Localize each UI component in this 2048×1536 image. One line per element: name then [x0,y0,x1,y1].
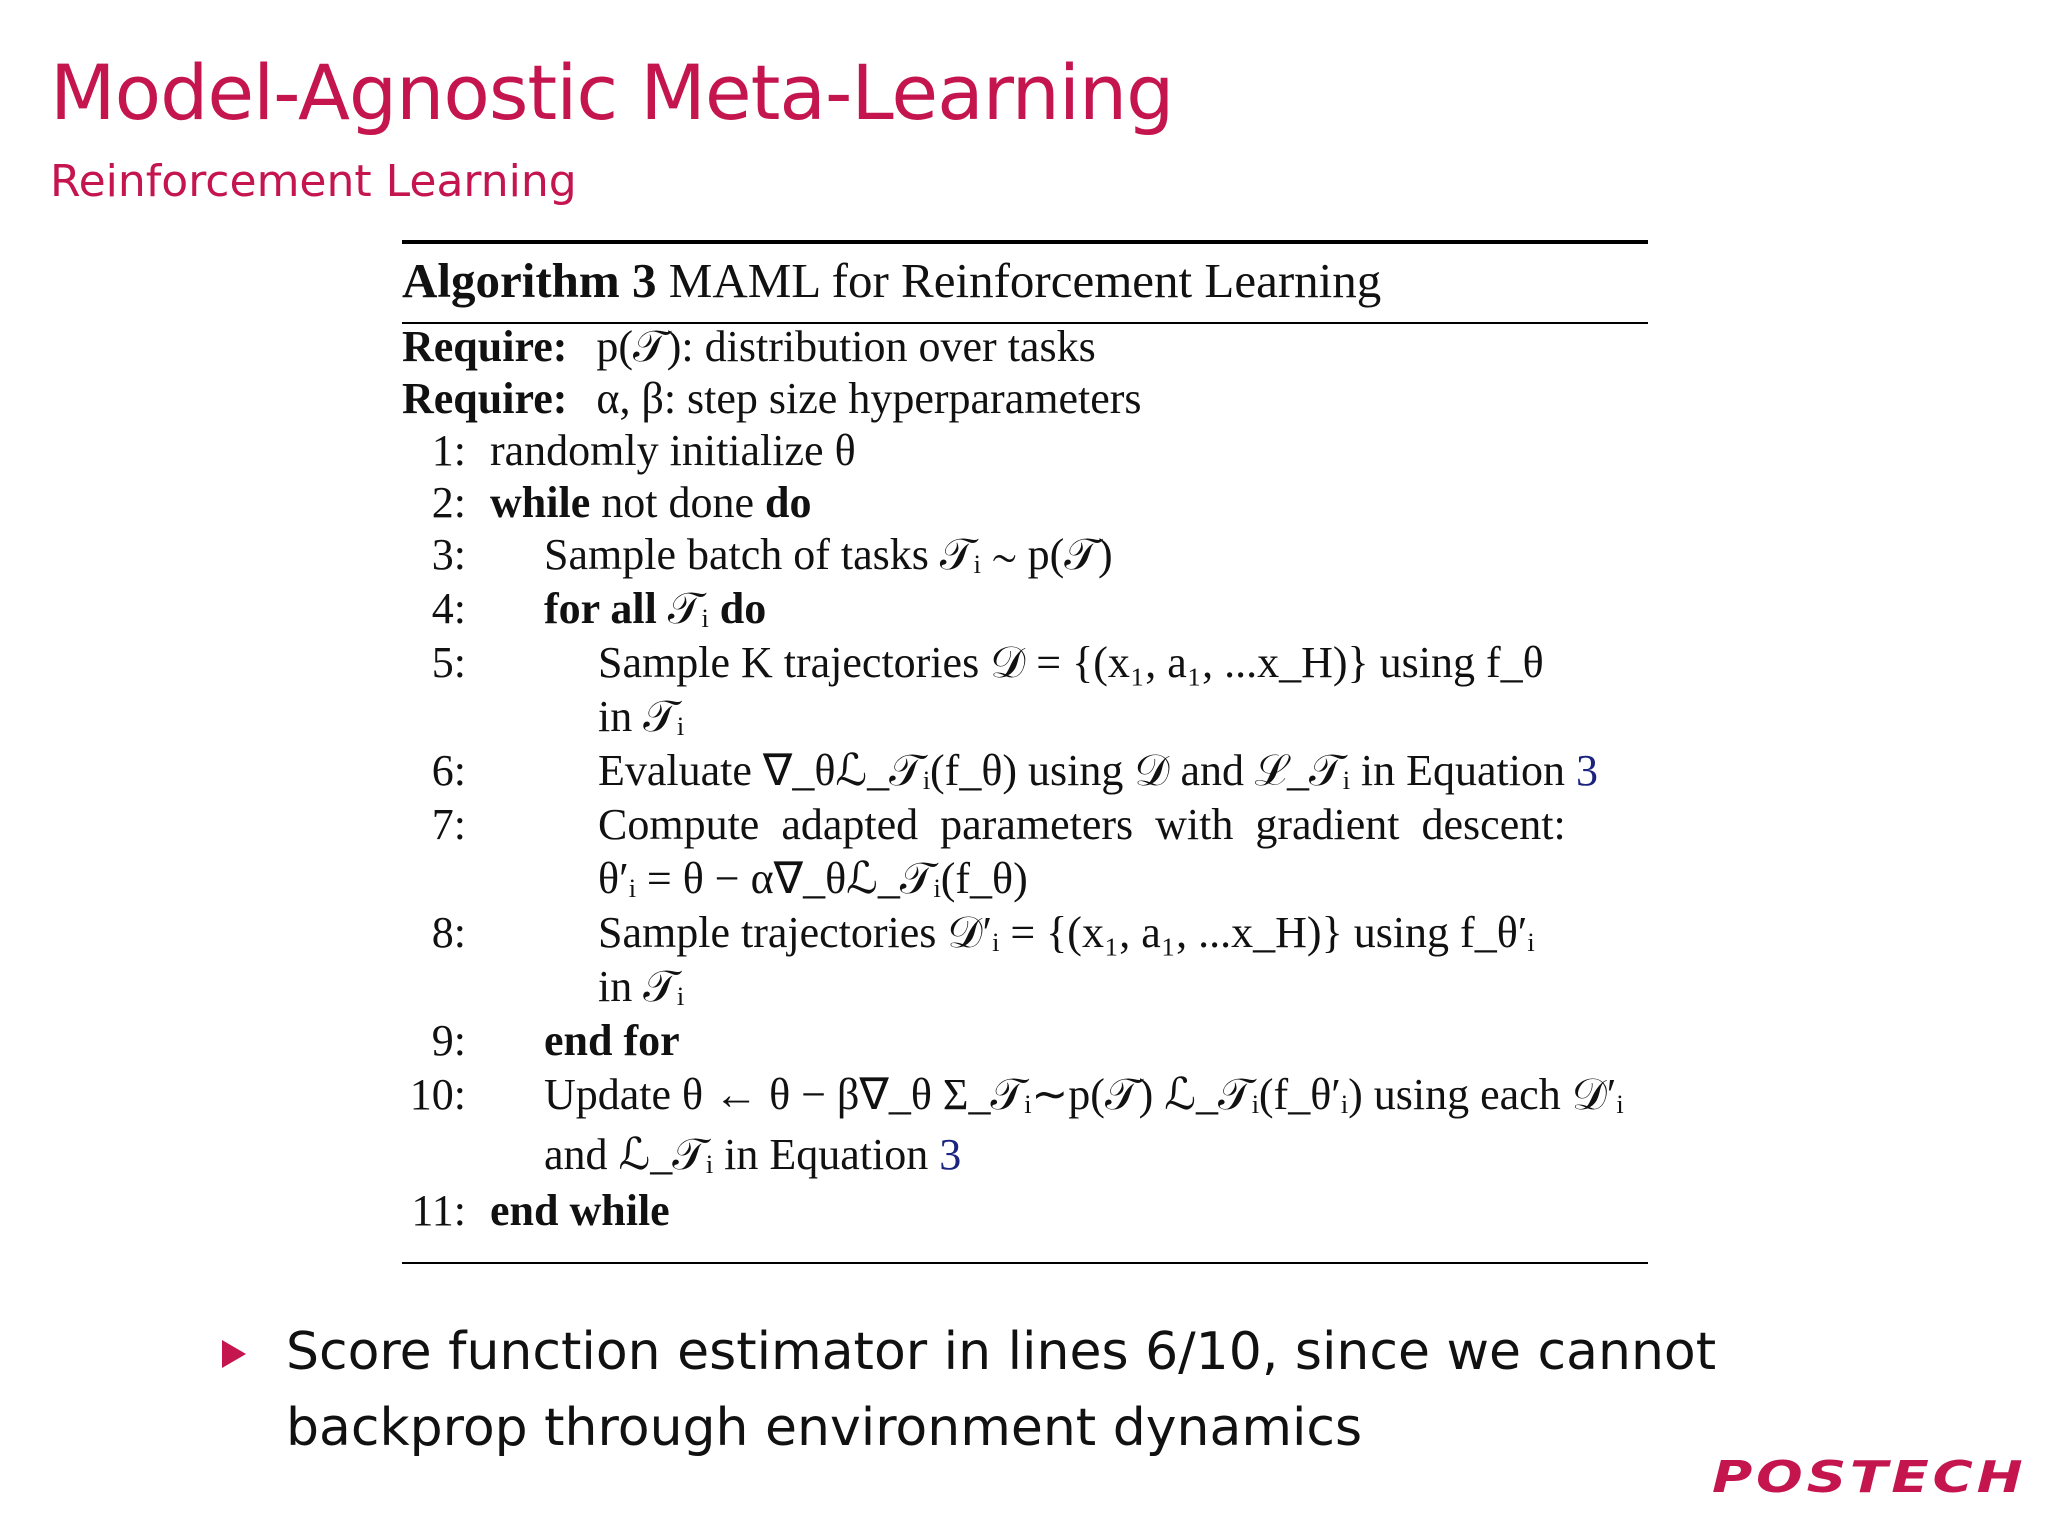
keyword-end-while: end while [490,1186,670,1235]
step-number: 9: [431,1016,466,1065]
keyword-while: while [490,478,591,527]
step-number: 6: [431,746,466,795]
require-text: p(𝒯): distribution over tasks [596,322,1096,371]
bullet-text: Score function estimator in lines 6/10, since we cannot backprop through environment dynamics [286,1322,1717,1458]
require-keyword: Require: [402,374,568,423]
step-text-cont: in 𝒯ᵢ [598,692,685,741]
require-line [402,372,1142,426]
step-number: 3: [431,530,466,579]
keyword-do: do [765,478,812,527]
step-number: 10: [409,1070,466,1119]
step-number: 1: [431,426,466,475]
slide-title: Model-Agnostic Meta-Learning [50,48,1174,137]
step-number: 11: [411,1186,466,1235]
step-number: 8: [431,908,466,957]
step-number: 4: [431,584,466,633]
step-text: Sample K trajectories 𝒟 = {(x₁, a₁, ...x_H)} using f_θ [598,638,1544,687]
step-number: 5: [431,638,466,687]
step-text: Sample trajectories 𝒟′ᵢ = {(x₁, a₁, ...x_H)} using f_θ′ᵢ [598,908,1535,957]
equation-link[interactable]: 3 [939,1130,962,1179]
require-line [402,320,1096,374]
slide-subtitle: Reinforcement Learning [50,156,577,207]
postech-logo: POSTECH [1712,1452,2027,1503]
algorithm-label: Algorithm 3 [402,253,657,308]
keyword-end-for: end for [544,1016,680,1065]
bottom-rule [402,1262,1648,1264]
step-text: Sample batch of tasks 𝒯ᵢ ∼ p(𝒯) [544,530,1113,579]
require-keyword: Require: [402,322,568,371]
step-text: Update θ ← θ − β∇_θ Σ_𝒯ᵢ∼p(𝒯) ℒ_𝒯ᵢ(f_θ′ᵢ) using each 𝒟′ᵢ [544,1070,1624,1119]
bullet-triangle-icon [222,1340,246,1368]
require-text: α, β: step size hyperparameters [596,374,1142,423]
algorithm-name: MAML for Reinforcement Learning [668,253,1382,308]
step-number: 7: [431,800,466,849]
algorithm-header [402,244,1648,316]
step-text-cont: θ′ᵢ = θ − α∇_θℒ_𝒯ᵢ(f_θ) [598,854,1028,903]
step-text-cont: and ℒ_𝒯ᵢ in Equation [544,1130,940,1179]
step-text: Compute adapted parameters with gradient descent: [598,800,1566,849]
step-text: not done [590,478,765,527]
step-text: randomly initialize θ [490,426,856,475]
step-text-cont: in 𝒯ᵢ [598,962,685,1011]
step-number: 2: [431,478,466,527]
equation-link[interactable]: 3 [1576,746,1599,795]
step-text: Evaluate ∇_θℒ_𝒯ᵢ(f_θ) using 𝒟 and ℒ_𝒯ᵢ in Equation [598,746,1577,795]
keyword-do: do [719,584,767,633]
algorithm-box [402,240,1648,324]
keyword-for-all: for all [544,584,657,633]
step-text: 𝒯ᵢ [656,584,720,633]
